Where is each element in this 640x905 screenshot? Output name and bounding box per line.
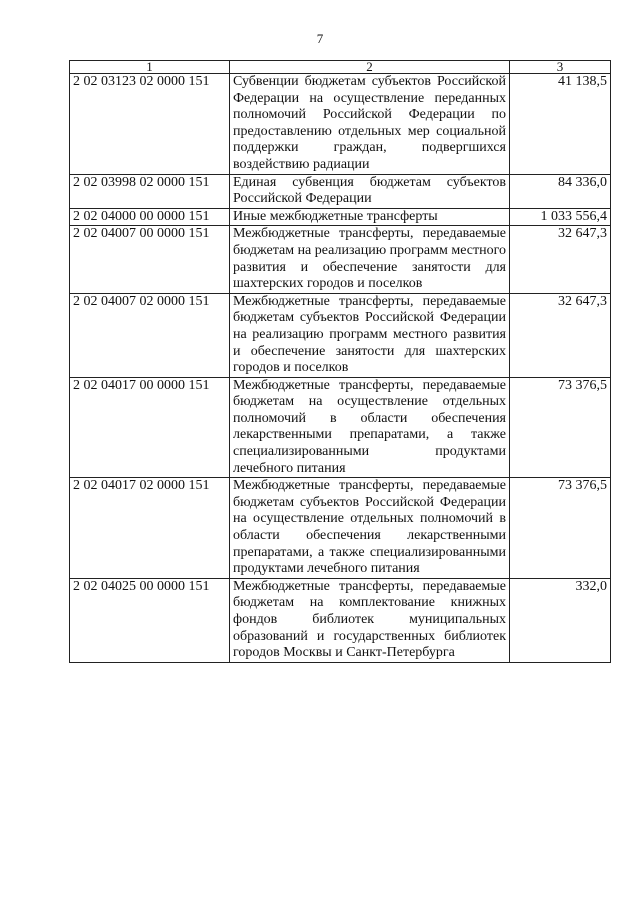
- row-code: 2 02 04017 02 0000 151: [70, 478, 230, 579]
- row-amount: 1 033 556,4: [510, 208, 611, 226]
- table-row: [70, 293, 611, 377]
- row-name: Межбюджетные трансферты, передаваемые бюджетам субъектов Российской Федерации на осуществление отдельных полномочий в области обеспечения лекарственными препаратами, а также специализированными продуктами лечебного питания: [230, 478, 510, 579]
- row-code: 2 02 04017 00 0000 151: [70, 377, 230, 478]
- row-name: Межбюджетные трансферты, передаваемые бюджетам на комплектование книжных фондов библиотек муниципальных образований и государственных библиотек городов Москвы и Санкт-Петербурга: [230, 578, 510, 662]
- row-amount: 332,0: [510, 578, 611, 662]
- table-row: [70, 377, 611, 478]
- table-row: [70, 74, 611, 175]
- row-name: Межбюджетные трансферты, передаваемые бюджетам на осуществление отдельных полномочий в области обеспечения лекарственными препаратами, а также специализированными продуктами лечебного питания: [230, 377, 510, 478]
- table-header-row: [70, 61, 611, 74]
- row-code: 2 02 04000 00 0000 151: [70, 208, 230, 226]
- row-amount: 73 376,5: [510, 377, 611, 478]
- table-row: [70, 578, 611, 662]
- row-name: Единая субвенция бюджетам субъектов Российской Федерации: [230, 174, 510, 208]
- row-code: 2 02 04007 00 0000 151: [70, 226, 230, 293]
- row-code: 2 02 03998 02 0000 151: [70, 174, 230, 208]
- page-number: 7: [316, 31, 324, 46]
- budget-revenue-table: [69, 60, 611, 663]
- column-header-code: 1: [70, 61, 230, 74]
- row-amount: 41 138,5: [510, 74, 611, 175]
- row-amount: 32 647,3: [510, 226, 611, 293]
- row-code: 2 02 03123 02 0000 151: [70, 74, 230, 175]
- row-name: Субвенции бюджетам субъектов Российской Федерации на осуществление переданных полномочий Российской Федерации по предоставлению отдельных мер социальной поддержки граждан, подвергшихся воздействию радиации: [230, 74, 510, 175]
- table-row: [70, 174, 611, 208]
- column-header-amount: 3: [510, 61, 611, 74]
- row-name: Межбюджетные трансферты, передаваемые бюджетам субъектов Российской Федерации на реализацию программ местного развития и обеспечение занятости для шахтерских городов и поселков: [230, 293, 510, 377]
- row-amount: 73 376,5: [510, 478, 611, 579]
- row-code: 2 02 04007 02 0000 151: [70, 293, 230, 377]
- row-name: Иные межбюджетные трансферты: [230, 208, 510, 226]
- row-amount: 84 336,0: [510, 174, 611, 208]
- table-row: [70, 208, 611, 226]
- table-row: [70, 478, 611, 579]
- row-amount: 32 647,3: [510, 293, 611, 377]
- row-code: 2 02 04025 00 0000 151: [70, 578, 230, 662]
- row-name: Межбюджетные трансферты, передаваемые бюджетам на реализацию программ местного развития и обеспечение занятости для шахтерских городов и поселков: [230, 226, 510, 293]
- column-header-name: 2: [230, 61, 510, 74]
- table-row: [70, 226, 611, 293]
